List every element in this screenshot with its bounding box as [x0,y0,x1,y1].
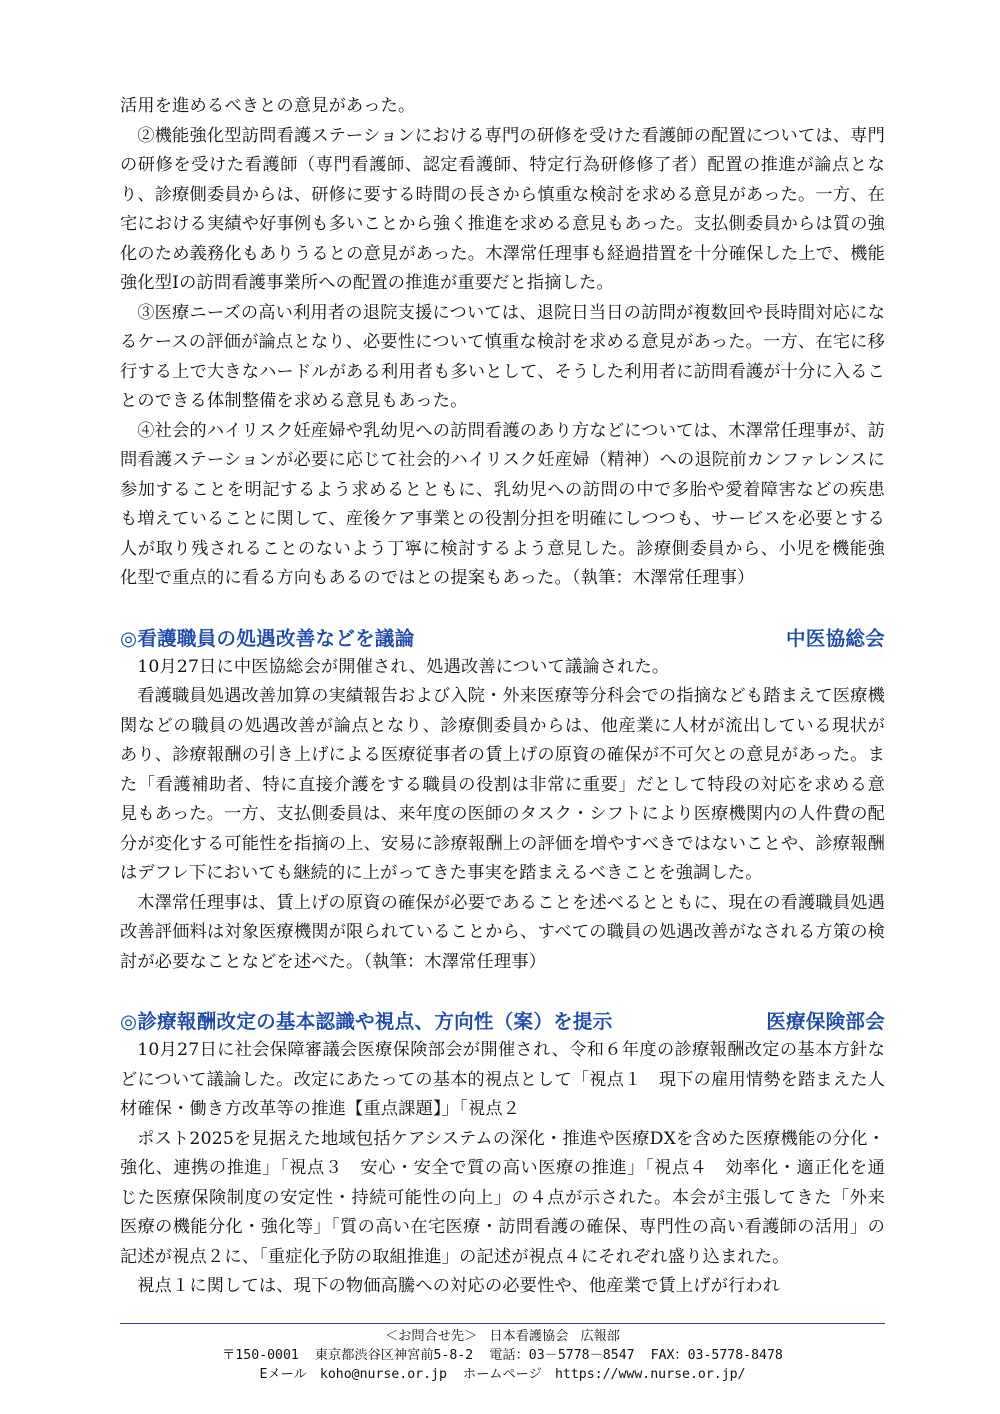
address-row [120,1346,885,1365]
homepage-link[interactable]: ホームページ https://www.nurse.or.jp/ [462,1367,746,1382]
contact-header-row [120,1327,885,1346]
paragraph: ポスト2025を見据えた地域包括ケアシステムの深化・推進や医療DXを含めた医療機能の分化・強化、連携の推進」「視点３ 安心・安全で質の高い医療の推進」「視点４ 効率化・適正化を通じた医療保険制度の安定性・持続可能性の向上」の４点が示された。本会が主張してきた「外来医療の機能分化・強化等」「質の高い在宅医療・訪問看護の確保、専門性の高い看護師の活用」の記述が視点２に、「重症化予防の取組推進」の記述が視点４にそれぞれ盛り込まれた。 [120,1128,885,1267]
email-link[interactable]: Eメール koho@nurse.or.jp [259,1367,447,1382]
continuation-block [120,92,885,594]
section-nursing-treatment [120,624,885,978]
section-source: 医療保険部会 [766,1010,885,1033]
section-source: 中医協総会 [785,626,885,650]
paragraph: ④社会的ハイリスク妊産婦や乳幼児への訪問看護のあり方などについては、木澤常任理事が、訪問看護ステーションが必要に応じて社会的ハイリスク妊産婦（精神）への退院前カンファレンスに参加することを明記するよう求めるとともに、乳幼児への訪問の中で多胎や愛着障害などの疾患も増えていることに関して、産後ケア事業との役割分担を明確にしつつも、サービスを必要とする人が取り残されることのないよう丁寧に検討するよう意見した。診療側委員から、小児を機能強化型で重点的に看る方向もあるのではとの提案もあった。（執筆：木澤常任理事） [120,420,885,588]
paragraph: 活用を進めるべきとの意見があった。 [120,96,416,116]
department-name: 広報部 [580,1329,620,1344]
section-title: ◎診療報酬改定の基本認識や視点、方向性（案）を提示 [120,1010,613,1033]
fax-number: FAX：03-5778-8478 [650,1348,783,1363]
paragraph: 看護職員処遇改善加算の実績報告および入院・外来医療等分科会での指摘なども踏まえて医療機関などの職員の処遇改善が論点となり、診療側委員からは、他産業に人材が流出している現状があり、診療報酬の引き上げによる医療従事者の賃上げの原資の確保が不可欠との意見があった。また「看護補助者、特に直接介護をする職員の役割は非常に重要」だとして特段の対応を求める意見もあった。一方、支払側委員は、来年度の医師のタスク・シフトにより医療機関内の人件費の配分が変化する可能性を指摘の上、安易に診療報酬上の評価を増やすべきではないことや、診療報酬はデフレ下においても継続的に上がってきた事実を踏まえるべきことを強調した。 [120,686,885,883]
postal-code: 〒150-0001 [222,1348,299,1363]
contact-label: ＜お問合せ先＞ [385,1329,478,1344]
section-title: ◎看護職員の処遇改善などを議論 [120,626,415,650]
paragraph: ③医療ニーズの高い利用者の退院支援については、退院日当日の訪問が複数回や長時間対応になるケースの評価が論点となり、必要性について慎重な検討を求める意見があった。一方、在宅に移行する上で大きなハードルがある利用者も多いとして、そうした利用者に訪問看護が十分に入ることのできる体制整備を求める意見もあった。 [120,302,885,411]
section-heading [120,624,885,653]
document-page [120,92,885,1302]
paragraph: 木澤常任理事は、賃上げの原資の確保が必要であることを述べるとともに、現在の看護職員処遇改善評価料は対象医療機関が限られていることから、すべての職員の処遇改善がなされる方策の検討が必要なことなどを述べた。（執筆：木澤常任理事） [120,892,885,972]
paragraph: 10月27日に中医協総会が開催され、処遇改善について議論された。 [137,656,670,677]
section-heading [120,1007,885,1036]
paragraph: 10月27日に社会保障審議会医療保険部会が開催され、令和６年度の診療報酬改定の基本方針などについて議論した。改定にあたっての基本的視点として「視点１ 現下の雇用情勢を踏まえた人材確保・働き方改革等の推進【重点課題】」「視点２ [120,1040,885,1119]
paragraph: ②機能強化型訪問看護ステーションにおける専門の研修を受けた看護師の配置については、専門の研修を受けた看護師（専門看護師、認定看護師、特定行為研修修了者）配置の推進が論点となり、診療側委員からは、研修に要する時間の長さから慎重な検討を求める意見があった。一方、在宅における実績や好事例も多いことから強く推進を求める意見もあった。支払側委員からは質の強化のため義務化もありうるとの意見があった。木澤常任理事も経過措置を十分確保した上で、機能強化型Ⅰの訪問看護事業所への配置の推進が重要だと指摘した。 [120,125,885,293]
organization-name: 日本看護協会 [489,1329,569,1344]
address: 東京都渋谷区神宮前5-8-2 [314,1348,474,1363]
section-fee-revision [120,1007,885,1302]
paragraph: 視点１に関しては、現下の物価高騰への対応の必要性や、他産業で賃上げが行われ [137,1276,781,1296]
phone-number: 電話：03－5778－8547 [489,1348,635,1363]
contact-footer [120,1323,885,1384]
web-row [120,1365,885,1384]
